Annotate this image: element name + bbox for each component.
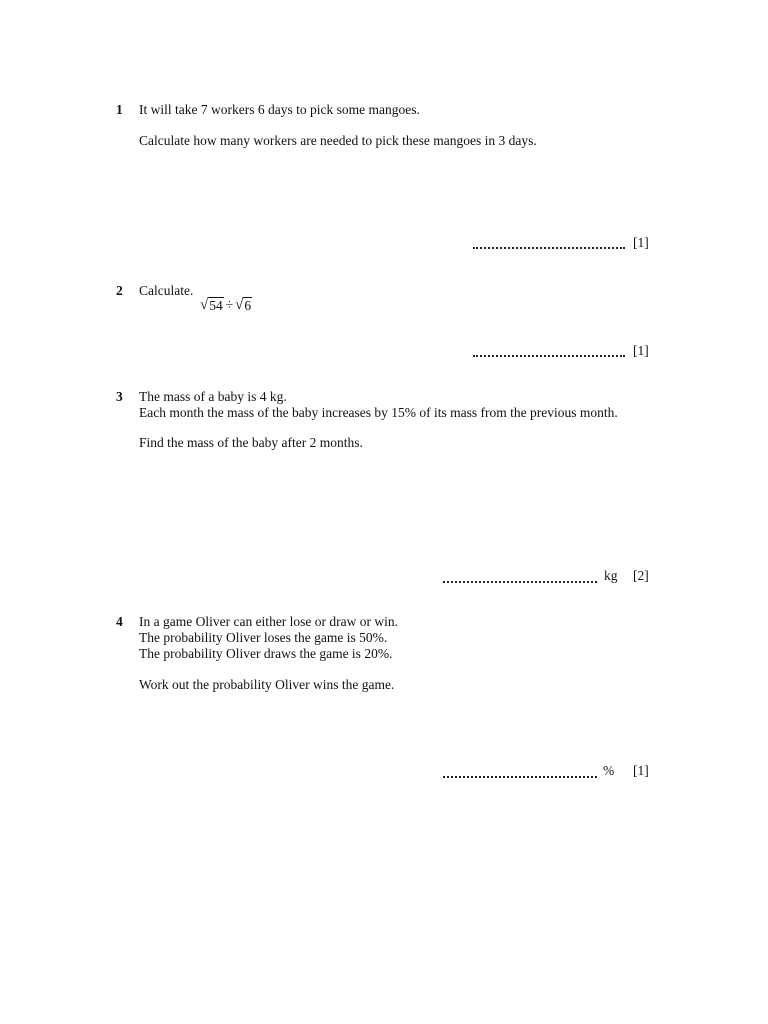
question-4-line-2: The probability Oliver loses the game is 50%. [139, 630, 388, 645]
question-2-formula [200, 297, 252, 313]
question-3-line-3: Find the mass of the baby after 2 months. [139, 435, 363, 450]
question-1-number: 1 [116, 102, 123, 117]
question-4-line-4: Work out the probability Oliver wins the game. [139, 677, 395, 692]
question-3-line-2: Each month the mass of the baby increases by 15% of its mass from the previous month. [139, 405, 618, 420]
radical-sign-icon: √ [235, 297, 244, 313]
question-1-line-1: It will take 7 workers 6 days to pick some mangoes. [139, 102, 420, 117]
square-root-6 [235, 297, 252, 313]
question-3-marks: [2] [633, 568, 649, 583]
question-2-number: 2 [116, 283, 123, 298]
question-2-line-1: Calculate. [139, 283, 194, 298]
question-3-unit: kg [604, 568, 618, 583]
question-2-answer-line[interactable] [473, 355, 625, 357]
square-root-54 [200, 297, 224, 313]
question-2-marks: [1] [633, 343, 649, 358]
question-4-marks: [1] [633, 763, 649, 778]
question-4-line-3: The probability Oliver draws the game is 20%. [139, 646, 393, 661]
question-3-answer-line[interactable] [443, 581, 597, 583]
question-1-line-2: Calculate how many workers are needed to pick these mangoes in 3 days. [139, 133, 537, 148]
question-4-answer-line[interactable] [443, 776, 597, 778]
question-1-answer-line[interactable] [473, 247, 625, 249]
right-radicand: 6 [244, 298, 252, 313]
division-operator: ÷ [225, 297, 234, 312]
question-4-number: 4 [116, 614, 123, 629]
radical-sign-icon: √ [200, 297, 209, 313]
question-4-line-1: In a game Oliver can either lose or draw or win. [139, 614, 399, 629]
question-1-marks: [1] [633, 235, 649, 250]
left-radicand: 54 [209, 298, 223, 313]
question-3-line-1: The mass of a baby is 4 kg. [139, 389, 287, 404]
question-3-number: 3 [116, 389, 123, 404]
question-4-unit: % [603, 763, 615, 778]
